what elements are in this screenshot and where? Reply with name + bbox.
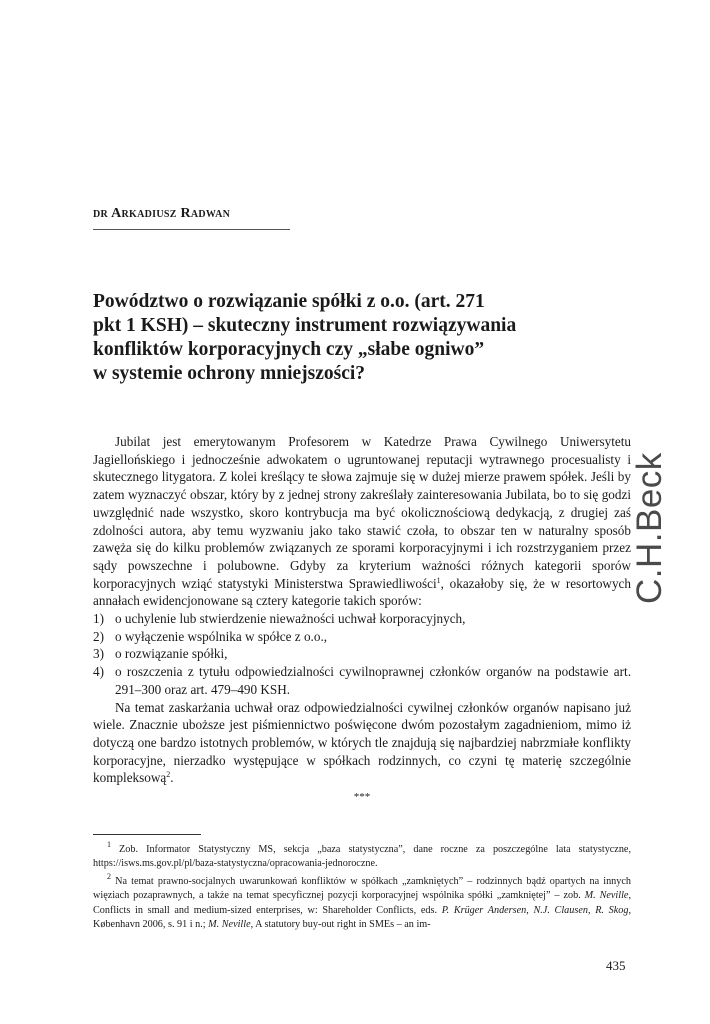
title-line: w systemie ochrony mniejszości? <box>93 363 366 384</box>
footnote-ref[interactable]: 2 <box>166 770 171 780</box>
footnote-divider <box>93 834 201 835</box>
title-line: pkt 1 KSH) – skuteczny instrument rozwiązywania <box>93 315 517 336</box>
footnote-ref[interactable]: 1 <box>436 575 441 585</box>
list-item: 2) o wyłączenie wspólnika w spółce z o.o., <box>93 628 328 644</box>
page-number: 435 <box>606 958 626 973</box>
title-line: Powództwo o rozwiązanie spółki z o.o. (art. 271 <box>93 291 485 312</box>
author-name: dr Arkadiusz Radwan <box>93 206 231 221</box>
list-item: 4) o roszczenia z tytułu odpowiedzialności cywilnoprawnej członków organów na podstawie art. 291–300 oraz art. 479–490 KSH. <box>93 664 631 697</box>
list-item: 3) o rozwiązanie spółki, <box>93 646 228 662</box>
section-separator: *** <box>353 791 371 804</box>
article-title <box>93 290 613 386</box>
footnotes <box>93 840 631 935</box>
title-line: konfliktów korporacyjnych czy „słabe ogniwo” <box>93 339 485 360</box>
author-underline <box>93 229 290 230</box>
dispute-categories-list <box>93 610 631 699</box>
list-item: 1) o uchylenie lub stwierdzenie nieważności uchwał korporacyjnych, <box>93 611 466 627</box>
publisher-watermark: C.H.Beck <box>630 452 669 604</box>
paragraph: Na temat zaskarżania uchwał oraz odpowiedzialności cywilnej członków organów napisano już wiele. Znacznie uboższe jest piśmiennictwo poświęcone dwóm pozostałym zagadnieniom, mimo iż dotyczą one bardzo istotnych problemów, w których tle znajdują się najbardziej nabrzmiałe konflikty korporacyjne, nierzadko występujące w spółkach rodzinnych, co czyni tę materię szczególnie kompleksową$^2$. <box>93 699 631 786</box>
footnote: $^1$ Zob. Informator Statystyczny MS, sekcja „baza statystyczna”, dane roczne za poszczególne lata statystyczne, https://isws.ms.gov.pl/pl/baza-statystyczna/opracowania-jednoroczne. <box>93 840 631 870</box>
main-text <box>93 433 631 807</box>
paragraph: Jubilat jest emerytowanym Profesorem w Katedrze Prawa Cywilnego Uniwersytetu Jagiellońskiego i jednocześnie adwokatem o ugruntowanej reputacji wytrawnego procesualisty i skutecznego litygatora. Z kolei kreślący te słowa zajmuje się w dużej mierze prawem spółek. Jeśli by zatem wyznaczyć obszar, który by z jednej strony zakreślały zainteresowania Jubilata, bo to się godzi uwzględnić nade wszystko, skoro kontrybucja ma być okolicznościową dedykacją, z drugiej zaś zdolności autora, aby temu wyzwaniu jako tako stawić czoła, to obszar ten w naturalny sposób zawęża się do kilku problemów związanych ze sporami korporacyjnymi i ich rozstrzyganiem przez sądy powszechne i polubowne. Gdyby za kryterium ważności różnych kategorii sporów korporacyjnych wziąć statystyki Ministerstwa Sprawiedliwości$^1$, okazałoby się, że w resortowych annałach ewidencjonowane są cztery kategorie takich sporów: <box>93 434 631 609</box>
footnote: $^2$ Na temat prawno-socjalnych uwarunkowań konfliktów w spółkach „zamkniętych” – rodzinnych bądź opartych na innych więziach pozaprawnych, a także na temat specyficznej pozycji korporacyjnej wspólnika spółki „zamkniętej” – zob. M. Neville, Conflicts in small and medium-sized enterprises, w: Shareholder Conflicts, eds. P. Krüger Andersen, N.J. Clausen, R. Skog, København 2006, s. 91 i n.; M. Neville, A statutory buy-out right in SMEs – an im- <box>93 871 631 931</box>
